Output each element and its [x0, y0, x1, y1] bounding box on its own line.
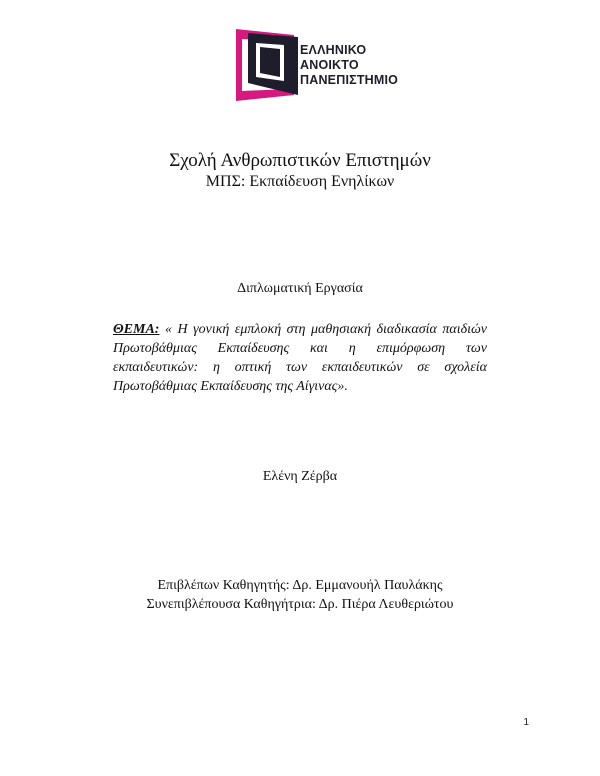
hou-emblem-icon: [236, 29, 298, 101]
thesis-type: Διπλωματική Εργασία: [237, 281, 363, 296]
program-title: ΜΠΣ: Εκπαίδευση Ενηλίκων: [205, 173, 395, 190]
school-title: Σχολή Ανθρωπιστικών Επιστημών: [169, 150, 431, 171]
topic-text: « Η γονική εμπλοκή στη μαθησιακή διαδικασία παιδιών Πρωτοβάθμιας Εκπαίδευσης και η επιμόρφωση των εκπαιδευτικών: η οπτική των εκπαιδευτικών σε σχολεία Πρωτοβάθμιας Εκπαίδευσης της Αίγινας».: [113, 322, 487, 394]
supervisors-block: [0, 576, 600, 614]
logo-line-2: ΑΝΟΙΚΤΟ: [300, 58, 359, 72]
logo-wordmark: [300, 43, 398, 88]
primary-supervisor: Επιβλέπων Καθηγητής: Δρ. Εμμανουήλ Παυλάκης: [157, 578, 443, 593]
logo-line-1: ΕΛΛΗΝΙΚΟ: [300, 43, 367, 57]
logo-line-3: ΠΑΝΕΠΙΣΤΗΜΙΟ: [300, 73, 399, 87]
page-number: 1: [523, 717, 529, 728]
author-name: Ελένη Ζέρβα: [262, 469, 338, 484]
secondary-supervisor: Συνεπιβλέπουσα Καθηγήτρια: Δρ. Πιέρα Λευθεριώτου: [146, 597, 454, 612]
university-logo: [236, 29, 416, 101]
topic-label: ΘΕΜΑ:: [113, 322, 160, 337]
thesis-topic: [113, 320, 487, 396]
